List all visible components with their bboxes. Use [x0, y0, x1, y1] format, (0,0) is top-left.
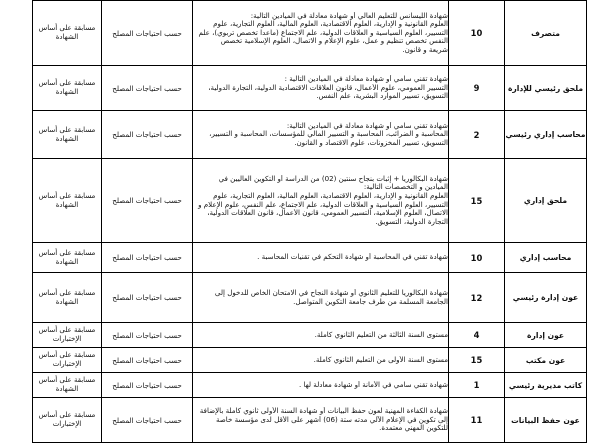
- table-row: [33, 348, 587, 373]
- table-row: [33, 66, 587, 111]
- service-needs-cell: حسب احتياجات المصلح: [102, 348, 193, 373]
- grade-cell: متصرف: [505, 1, 587, 66]
- recruitment-mode-cell: [33, 398, 102, 443]
- condition-line: التسيير العمومي، علوم الأعمال، قانون العلاقات الاقتصادية الدولية، التجارة الدولية،: [208, 83, 448, 92]
- recruitment-mode-line: مسابقة على أساس: [38, 125, 96, 134]
- condition-line: التجارة الدولية، التسويق.: [375, 217, 448, 226]
- recruitment-mode-cell: [33, 273, 102, 323]
- recruitment-mode-line: مسابقة على أساس: [38, 248, 96, 257]
- condition-line: شهادة تقني سامي أو شهادة معادلة في الميادين التالية:: [286, 121, 448, 130]
- conditions-cell: [193, 159, 449, 243]
- conditions-cell: [193, 323, 449, 348]
- conditions-cell: [193, 66, 449, 111]
- condition-line: الجامعة المسلمة من طرف جامعة التكوين المتواصل.: [293, 297, 448, 306]
- grade-cell: محاسب إداري: [505, 243, 587, 273]
- recruitment-mode-line: الشهادة: [55, 134, 79, 143]
- recruitment-mode-line: الشهادة: [55, 297, 79, 306]
- service-needs-cell: حسب احتياجات المصلح: [102, 1, 193, 66]
- posts-count-cell: 2: [449, 111, 505, 159]
- recruitment-mode-cell: [33, 373, 102, 398]
- conditions-cell: [193, 373, 449, 398]
- table-body: [33, 1, 587, 443]
- recruitment-mode-line: الإختبارات: [52, 360, 82, 368]
- table-row: [33, 1, 587, 66]
- conditions-cell: [193, 1, 449, 66]
- recruitment-mode-cell: [33, 243, 102, 273]
- condition-line: إلى تكوين في الإعلام الآلي مدته ستة (06) أشهر على الأقل لدى مؤسسة خاصة: [215, 415, 448, 424]
- recruitment-mode-line: مسابقة على أساس: [38, 191, 96, 200]
- condition-line: العلوم القانونية و الإدارية، العلوم الاقتصادية، العلوم المالية، العلوم التجارية، علوم: [213, 20, 448, 29]
- recruitment-mode-line: الشهادة: [55, 257, 79, 266]
- service-needs-cell: حسب احتياجات المصلح: [102, 323, 193, 348]
- condition-line: شهادة تقني في المحاسبة أو شهادة التحكم في تقنيات المحاسبة .: [257, 253, 448, 262]
- recruitment-mode-line: مسابقة على أساس: [38, 326, 96, 334]
- condition-line: التسيير، العلوم السياسية و العلاقات الدولية، علم الاجتماع (ماعدا تخصص تربوي)، علم: [198, 28, 448, 37]
- condition-line: النفس تخصص تنظيم و عمل، علوم الإعلام و الاتصال، العلوم الإسلامية تخصص: [220, 37, 448, 46]
- table-row: [33, 159, 587, 243]
- recruitment-mode-line: مسابقة على أساس: [38, 411, 96, 419]
- grade-cell: عون إدارة: [505, 323, 587, 348]
- posts-count-cell: 12: [449, 273, 505, 323]
- grade-cell: عون حفظ البيانات: [505, 398, 587, 443]
- condition-line: التسويق، تسيير المخزونات، علوم الاقتصاد و القانون.: [294, 138, 448, 147]
- service-needs-cell: حسب احتياجات المصلح: [102, 159, 193, 243]
- table-row: [33, 243, 587, 273]
- condition-line: التسيير، العلوم السياسية و العلاقات الدولية، علم الاجتماع، علم النفس، علوم الإعلام و: [198, 200, 448, 209]
- recruitment-mode-line: مسابقة على أساس: [38, 351, 96, 359]
- condition-line: التسويق، تسيير الموارد البشرية، علم النفس.: [316, 92, 448, 101]
- condition-line: الاتصال، العلوم الإسلامية، التسيير العمومي، قانون الأعمال، قانون العلاقات الدولية،: [207, 209, 448, 218]
- posts-count-cell: 1: [449, 373, 505, 398]
- condition-line: شهادة البكالوريا + إثبات بنجاح سنتين (02) من الدراسة أو التكوين العاليين في: [218, 174, 448, 183]
- grade-cell: ملحق إداري: [505, 159, 587, 243]
- recruitment-mode-line: الإختبارات: [52, 335, 82, 343]
- posts-count-cell: 9: [449, 66, 505, 111]
- conditions-cell: [193, 111, 449, 159]
- recruitment-mode-line: الإختبارات: [52, 420, 82, 428]
- grade-cell: ملحق رئيسي للإدارة: [505, 66, 587, 111]
- posts-count-cell: 11: [449, 398, 505, 443]
- posts-count-cell: 15: [449, 348, 505, 373]
- service-needs-cell: حسب احتياجات المصلح: [102, 111, 193, 159]
- service-needs-cell: حسب احتياجات المصلح: [102, 398, 193, 443]
- recruitment-mode-cell: [33, 111, 102, 159]
- posts-count-cell: 10: [449, 243, 505, 273]
- recruitment-mode-line: الشهادة: [55, 88, 79, 96]
- posts-count-cell: 4: [449, 323, 505, 348]
- condition-line: شهادة الليسانس للتعليم العالي أو شهادة معادلة في الميادين التالية:: [250, 11, 448, 20]
- grade-cell: عون إدارة رئيسي: [505, 273, 587, 323]
- recruitment-mode-line: مسابقة على أساس: [38, 79, 96, 87]
- recruitment-mode-cell: [33, 1, 102, 66]
- condition-line: للتكوين المهني معتمدة.: [379, 424, 448, 433]
- grade-cell: عون مكتب: [505, 348, 587, 373]
- service-needs-cell: حسب احتياجات المصلح: [102, 373, 193, 398]
- condition-line: العلوم القانونية و الإدارية، العلوم الاقتصادية، العلوم المالية، العلوم التجارية، علوم: [213, 191, 448, 200]
- recruitment-mode-cell: [33, 348, 102, 373]
- table-row: [33, 111, 587, 159]
- condition-line: شهادة تقني سامي في الأمانة أو شهادة معادلة لها .: [298, 380, 448, 389]
- service-needs-cell: حسب احتياجات المصلح: [102, 243, 193, 273]
- recruitment-mode-line: مسابقة على أساس: [38, 288, 96, 297]
- condition-line: مستوى السنة الثالثة من التعليم الثانوي كاملة.: [314, 330, 448, 339]
- recruitment-mode-cell: [33, 66, 102, 111]
- table-row: [33, 323, 587, 348]
- condition-line: شريعة و قانون.: [402, 45, 448, 54]
- recruitment-mode-line: الشهادة: [55, 200, 79, 209]
- table-row: [33, 273, 587, 323]
- condition-line: الميادين و التخصصات التالية:: [363, 183, 448, 192]
- grade-cell: محاسب إداري رئيسي: [505, 111, 587, 159]
- conditions-cell: [193, 348, 449, 373]
- condition-line: شهادة البكالوريا للتعليم الثانوي أو شهادة النجاح في الامتحان الخاص للدخول إلى: [214, 288, 448, 297]
- table-row: [33, 398, 587, 443]
- recruitment-mode-line: مسابقة على أساس: [38, 24, 96, 32]
- condition-line: شهادة تقني سامي أو شهادة معادلة في الميادين التالية :: [284, 75, 448, 84]
- recruitment-mode-cell: [33, 159, 102, 243]
- grade-cell: كاتب مديرية رئيسي: [505, 373, 587, 398]
- service-needs-cell: حسب احتياجات المصلح: [102, 273, 193, 323]
- recruitment-mode-line: الشهادة: [55, 385, 79, 393]
- recruitment-table: [32, 0, 587, 443]
- conditions-cell: [193, 398, 449, 443]
- recruitment-mode-line: مسابقة على أساس: [38, 376, 96, 384]
- conditions-cell: [193, 243, 449, 273]
- service-needs-cell: حسب احتياجات المصلح: [102, 66, 193, 111]
- condition-line: المحاسبة و الضرائب، المحاسبة و التسيير المالي للمؤسسات، المحاسبة و التسيير،: [209, 130, 448, 139]
- recruitment-mode-line: الشهادة: [55, 33, 79, 41]
- condition-line: شهادة الكفاءة المهنية لعون حفظ البيانات أو شهادة السنة الأولى ثانوي كاملة بالإضافة: [199, 407, 448, 416]
- conditions-cell: [193, 273, 449, 323]
- table-row: [33, 373, 587, 398]
- condition-line: مستوى السنة الأولى من التعليم الثانوي كاملة.: [313, 355, 448, 364]
- posts-count-cell: 10: [449, 1, 505, 66]
- posts-count-cell: 15: [449, 159, 505, 243]
- recruitment-mode-cell: [33, 323, 102, 348]
